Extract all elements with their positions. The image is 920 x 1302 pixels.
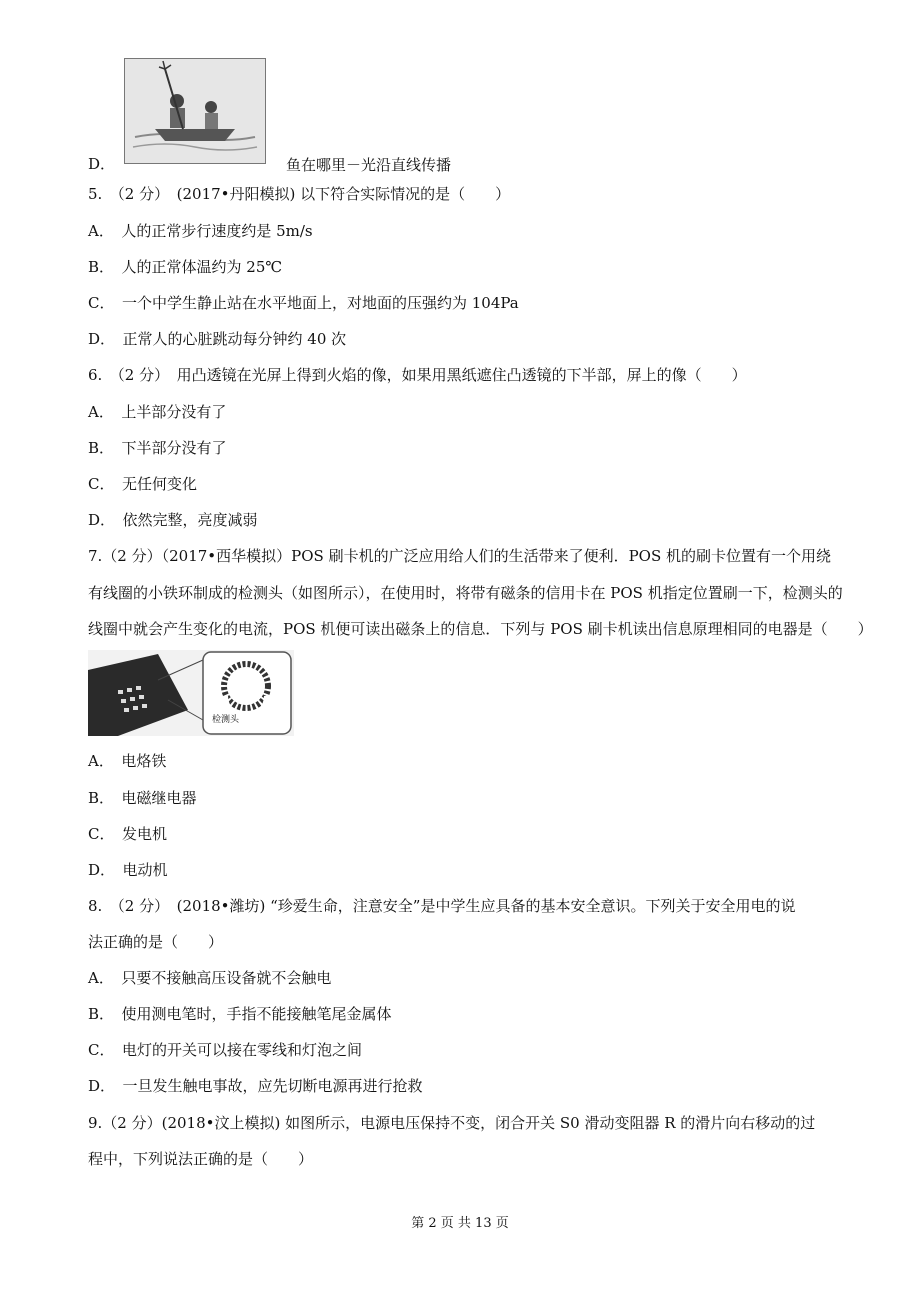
q8-option-a: A． 只要不接触高压设备就不会触电 (88, 969, 332, 987)
q8-stem-line-1: 8. （2 分） (2018•潍坊) “珍爱生命，注意安全”是中学生应具备的基本安全意识。下列关于安全用电的说 (88, 897, 796, 915)
q4-option-d-label: D． (88, 155, 116, 173)
q4-option-d-caption: 鱼在哪里－光沿直线传播 (286, 156, 452, 174)
q7-option-c: C． 发电机 (88, 825, 167, 843)
q5-option-a: A． 人的正常步行速度约是 5m/s (88, 222, 313, 240)
q7-option-b: B． 电磁继电器 (88, 789, 197, 807)
q6-option-b: B． 下半部分没有了 (88, 439, 227, 457)
q7-stem-line-2: 有线圈的小铁环制成的检测头（如图所示），在使用时，将带有磁条的信用卡在 POS 机指定位置刷一下，检测头的 (88, 584, 843, 602)
q6-option-a: A． 上半部分没有了 (88, 403, 227, 421)
q5-option-c: C． 一个中学生静止站在水平地面上，对地面的压强约为 104Pa (88, 294, 519, 312)
pos-machine-illustration (88, 650, 294, 736)
q8-option-c: C． 电灯的开关可以接在零线和灯泡之间 (88, 1041, 362, 1059)
q8-option-b: B． 使用测电笔时，手指不能接触笔尾金属体 (88, 1005, 392, 1023)
q8-stem-line-2: 法正确的是（ ） (88, 933, 224, 951)
q6-stem: 6. （2 分） 用凸透镜在光屏上得到火焰的像，如果用黑纸遮住凸透镜的下半部，屏上的像（ ） (88, 366, 747, 384)
q5-stem: 5. （2 分） (2017•丹阳模拟) 以下符合实际情况的是（ ） (88, 185, 511, 203)
q7-stem-line-3: 线圈中就会产生变化的电流，POS 机便可读出磁条上的信息．下列与 POS 刷卡机读出信息原理相同的电器是（ ） (88, 620, 873, 638)
q9-stem-line-1: 9.（2 分）(2018•汶上模拟) 如图所示，电源电压保持不变，闭合开关 S0 滑动变阻器 R 的滑片向右移动的过 (88, 1114, 816, 1132)
fishing-boat-illustration (125, 59, 265, 163)
q8-option-d: D． 一旦发生触电事故，应先切断电源再进行抢救 (88, 1077, 423, 1095)
q6-option-d: D． 依然完整，亮度减弱 (88, 511, 258, 529)
page-number-footer: 第 2 页 共 13 页 (411, 1216, 509, 1231)
pos-machine-figure (88, 650, 294, 736)
q7-option-d: D． 电动机 (88, 861, 168, 879)
q7-stem-line-1: 7.（2 分）（2017•西华模拟）POS 刷卡机的广泛应用给人们的生活带来了便利．POS 机的刷卡位置有一个用绕 (88, 547, 832, 565)
pos-figure-label: 检测头 (212, 715, 240, 725)
q7-option-a: A． 电烙铁 (88, 752, 167, 770)
q5-option-d: D． 正常人的心脏跳动每分钟约 40 次 (88, 330, 347, 348)
fishing-boat-figure (124, 58, 266, 164)
q9-stem-line-2: 程中，下列说法正确的是（ ） (88, 1150, 314, 1168)
q6-option-c: C． 无任何变化 (88, 475, 197, 493)
q5-option-b: B． 人的正常体温约为 25℃ (88, 258, 283, 276)
